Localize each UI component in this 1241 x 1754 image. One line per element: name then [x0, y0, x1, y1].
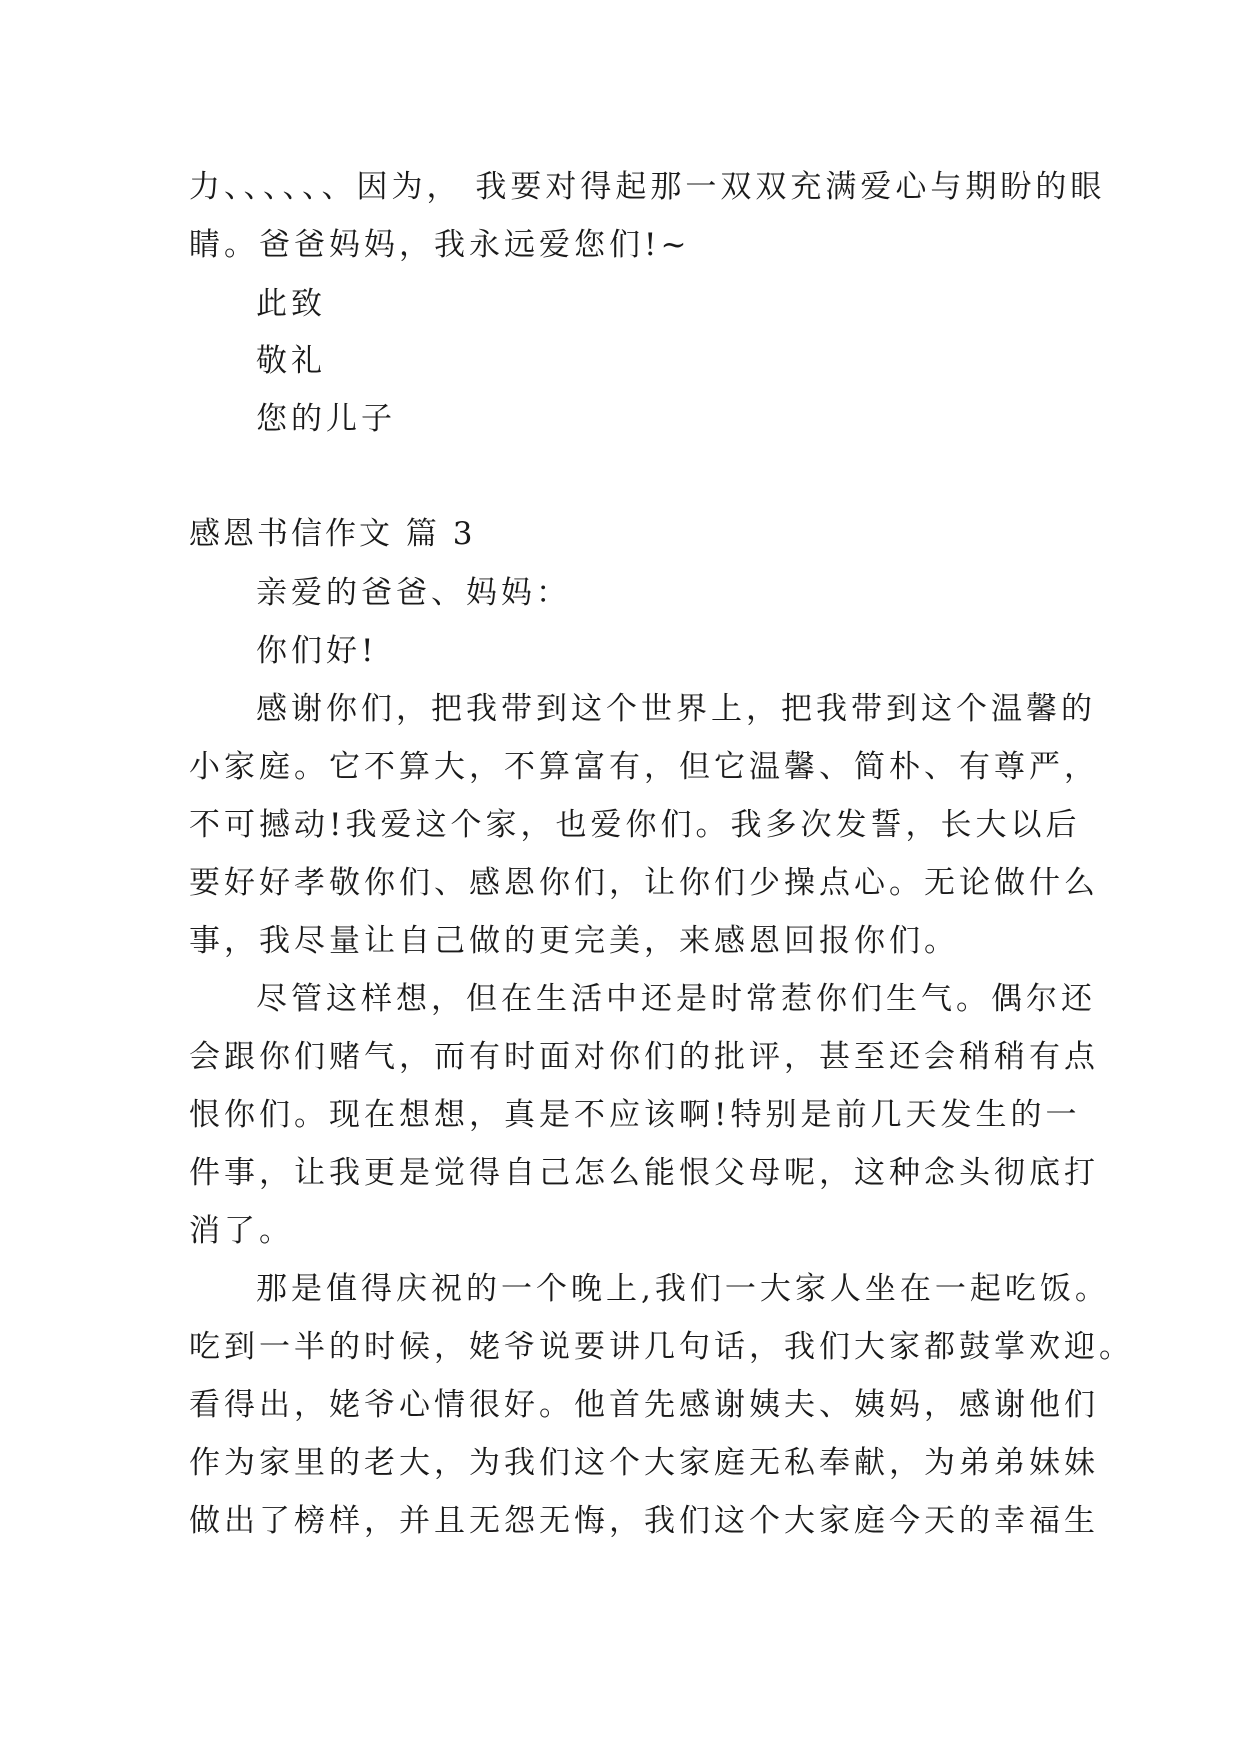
paragraph-3-line: 那是值得庆祝的一个晚上,我们一大家人坐在一起吃饭。	[256, 1271, 1110, 1307]
paragraph-3-line: 看得出，姥爷心情很好。他首先感谢姨夫、姨妈，感谢他们	[189, 1387, 1099, 1423]
paragraph-3-line: 作为家里的老大，为我们这个大家庭无私奉献，为弟弟妹妹	[189, 1445, 1099, 1481]
letter-greeting: 亲爱的爸爸、妈妈：	[256, 575, 571, 611]
text-line: 力、、、、、、因为， 我要对得起那一双双充满爱心与期盼的眼	[189, 169, 1106, 205]
closing-respect: 敬礼	[256, 343, 326, 379]
letter-hello: 你们好!	[256, 633, 378, 669]
section-title: 感恩书信作文 篇 3	[189, 516, 476, 552]
closing-signature: 您的儿子	[256, 401, 396, 437]
paragraph-2-line: 尽管这样想，但在生活中还是时常惹你们生气。偶尔还	[256, 981, 1096, 1017]
paragraph-1-line: 要好好孝敬你们、感恩你们，让你们少操点心。无论做什么	[189, 865, 1099, 901]
paragraph-1-line: 不可撼动!我爱这个家，也爱你们。我多次发誓，长大以后	[189, 807, 1081, 843]
closing-salutation: 此致	[256, 286, 326, 322]
paragraph-3-line: 吃到一半的时候，姥爷说要讲几句话，我们大家都鼓掌欢迎。	[189, 1329, 1134, 1365]
paragraph-2-line: 消了。	[189, 1213, 294, 1249]
paragraph-1-line: 小家庭。它不算大，不算富有，但它温馨、简朴、有尊严，	[189, 749, 1099, 785]
paragraph-1-line: 事，我尽量让自己做的更完美，来感恩回报你们。	[189, 923, 959, 959]
text-line: 睛。爸爸妈妈，我永远爱您们!~	[189, 227, 691, 263]
paragraph-3-line: 做出了榜样，并且无怨无悔，我们这个大家庭今天的幸福生	[189, 1503, 1099, 1539]
paragraph-2-line: 恨你们。现在想想，真是不应该啊!特别是前几天发生的一	[189, 1097, 1081, 1133]
paragraph-1-line: 感谢你们，把我带到这个世界上，把我带到这个温馨的	[256, 691, 1096, 727]
paragraph-2-line: 件事，让我更是觉得自己怎么能恨父母呢，这种念头彻底打	[189, 1155, 1099, 1191]
paragraph-2-line: 会跟你们赌气，而有时面对你们的批评，甚至还会稍稍有点	[189, 1039, 1099, 1075]
